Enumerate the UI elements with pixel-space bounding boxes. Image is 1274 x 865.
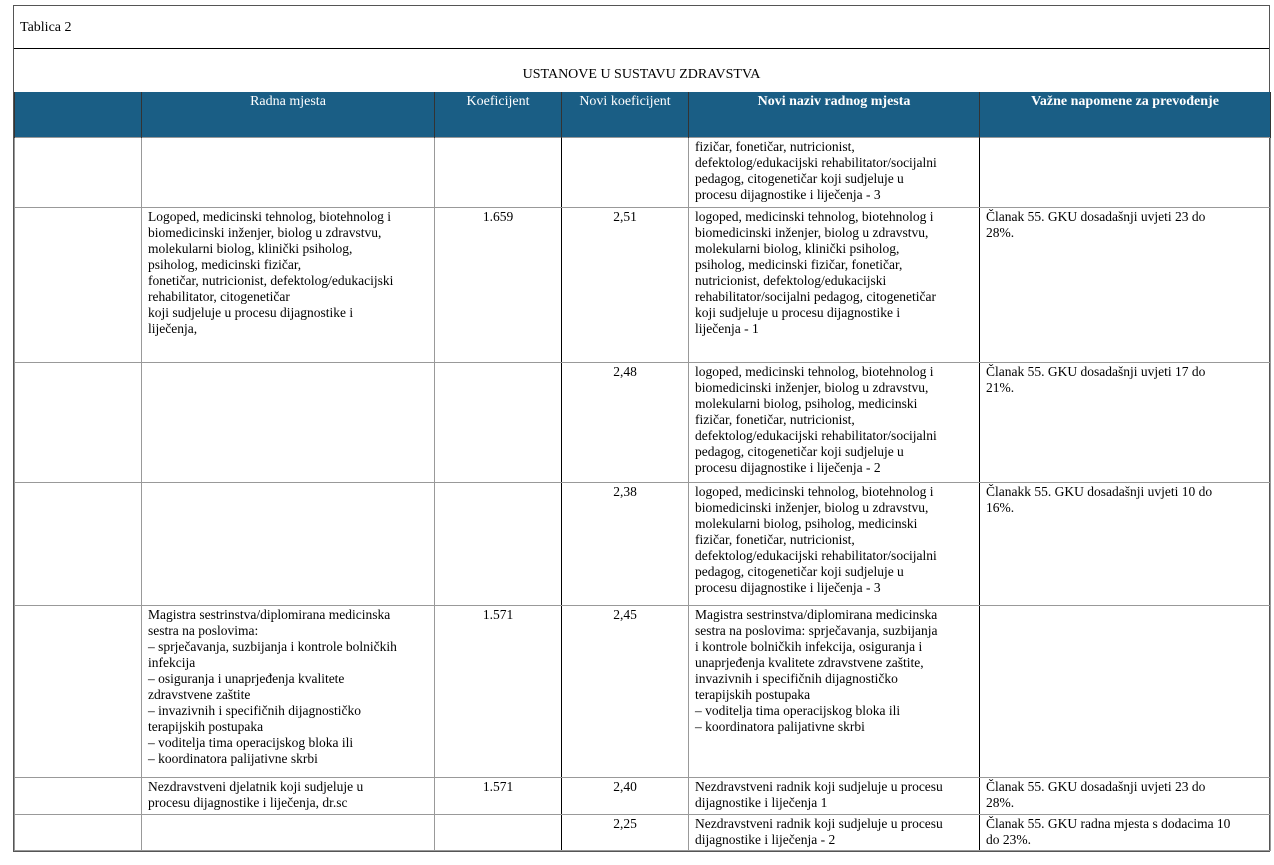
novi-naziv-cell: logoped, medicinski tehnolog, biotehnolog i biomedicinski inženjer, biolog u zdravstvu, molekularni biolog, psiholog, medicinski fizičar, fonetičar, nutricionist, defektolog/edukacijski rehabilitator/socijalni pedagog, citogenetičar koji sudjeluje u procesu dijagnostike i liječenja - 2 xyxy=(689,363,980,483)
table-row xyxy=(15,208,1271,363)
novi-koeficijent-cell: 2,38 xyxy=(562,483,689,606)
blank-cell xyxy=(15,363,142,483)
novi-koeficijent-cell: 2,25 xyxy=(562,815,689,851)
column-header-radna-mjesta: Radna mjesta xyxy=(142,92,435,138)
blank-cell xyxy=(15,778,142,815)
table-row xyxy=(15,483,1271,606)
novi-naziv-cell: Nezdravstveni radnik koji sudjeluje u procesu dijagnostike i liječenja 1 xyxy=(689,778,980,815)
radna-mjesta-cell xyxy=(142,363,435,483)
novi-naziv-cell: Nezdravstveni radnik koji sudjeluje u procesu dijagnostike i liječenja - 2 xyxy=(689,815,980,851)
column-header-napomene: Važne napomene za prevođenje xyxy=(980,92,1271,138)
section-heading: USTANOVE U SUSTAVU ZDRAVSTVA xyxy=(522,67,761,82)
table-row xyxy=(15,363,1271,483)
novi-naziv-cell: logoped, medicinski tehnolog, biotehnolog i biomedicinski inženjer, biolog u zdravstvu, molekularni biolog, klinički psiholog, psiholog, medicinski fizičar, fonetičar, nutricionist, defektolog/edukacijski rehabilitator/socijalni pedagog, citogenetičar koji sudjeluje u procesu dijagnostike i liječenja - 1 xyxy=(689,208,980,363)
koeficijent-cell: 1.571 xyxy=(435,778,562,815)
table-row xyxy=(15,606,1271,778)
table-row xyxy=(15,138,1271,208)
novi-koeficijent-cell xyxy=(562,138,689,208)
novi-koeficijent-cell: 2,40 xyxy=(562,778,689,815)
novi-naziv-cell: Magistra sestrinstva/diplomirana medicinska sestra na poslovima: sprječavanja, suzbijanja i kontrole bolničkih infekcija, osiguranja i unaprjeđenja kvalitete zdravstvene zaštite, invazivnih i specifičnih dijagnostičko terapijskih postupaka – voditelja tima operacijskog bloka ili – koordinatora palijativne skrbi xyxy=(689,606,980,778)
koeficijent-cell xyxy=(435,363,562,483)
table-caption: Tablica 2 xyxy=(14,6,1269,49)
blank-cell xyxy=(15,208,142,363)
napomene-cell: Članakk 55. GKU dosadašnji uvjeti 10 do 16%. xyxy=(980,483,1271,606)
novi-koeficijent-cell: 2,48 xyxy=(562,363,689,483)
table-row xyxy=(15,778,1271,815)
radna-mjesta-cell xyxy=(142,138,435,208)
koeficijent-cell xyxy=(435,815,562,851)
blank-cell xyxy=(15,606,142,778)
column-header-blank xyxy=(15,92,142,138)
radna-mjesta-cell: Logoped, medicinski tehnolog, biotehnolog i biomedicinski inženjer, biolog u zdravstvu, molekularni biolog, klinički psiholog, psiholog, medicinski fizičar, fonetičar, nutricionist, defektolog/edukacijski rehabilitator, citogenetičar koji sudjeluje u procesu dijagnostike i liječenja, xyxy=(142,208,435,363)
napomene-cell xyxy=(980,138,1271,208)
blank-cell xyxy=(15,815,142,851)
napomene-cell: Članak 55. GKU dosadašnji uvjeti 23 do 28%. xyxy=(980,778,1271,815)
column-header-koeficijent: Koeficijent xyxy=(435,92,562,138)
radna-mjesta-cell xyxy=(142,483,435,606)
header-row xyxy=(15,92,1271,138)
radna-mjesta-cell: Nezdravstveni djelatnik koji sudjeluje u procesu dijagnostike i liječenja, dr.sc xyxy=(142,778,435,815)
koeficijent-cell: 1.571 xyxy=(435,606,562,778)
napomene-cell: Članak 55. GKU dosadašnji uvjeti 23 do 28%. xyxy=(980,208,1271,363)
blank-cell xyxy=(15,138,142,208)
novi-naziv-cell: logoped, medicinski tehnolog, biotehnolog i biomedicinski inženjer, biolog u zdravstvu, molekularni biolog, psiholog, medicinski fizičar, fonetičar, nutricionist, defektolog/edukacijski rehabilitator/socijalni pedagog, citogenetičar koji sudjeluje u procesu dijagnostike i liječenja - 3 xyxy=(689,483,980,606)
radna-mjesta-cell xyxy=(142,815,435,851)
document-table-frame xyxy=(13,5,1270,852)
column-header-novi-koeficijent: Novi koeficijent xyxy=(562,92,689,138)
novi-koeficijent-cell: 2,45 xyxy=(562,606,689,778)
napomene-cell xyxy=(980,606,1271,778)
novi-koeficijent-cell: 2,51 xyxy=(562,208,689,363)
koeficijent-cell: 1.659 xyxy=(435,208,562,363)
table-row xyxy=(15,815,1271,851)
koeficijent-cell xyxy=(435,138,562,208)
napomene-cell: Članak 55. GKU radna mjesta s dodacima 10 do 23%. xyxy=(980,815,1271,851)
napomene-cell: Članak 55. GKU dosadašnji uvjeti 17 do 21%. xyxy=(980,363,1271,483)
novi-naziv-cell: fizičar, fonetičar, nutricionist, defektolog/edukacijski rehabilitator/socijalni pedagog, citogenetičar koji sudjeluje u procesu dijagnostike i liječenja - 3 xyxy=(689,138,980,208)
column-header-novi-naziv: Novi naziv radnog mjesta xyxy=(689,92,980,138)
data-table xyxy=(14,92,1271,851)
blank-cell xyxy=(15,483,142,606)
koeficijent-cell xyxy=(435,483,562,606)
radna-mjesta-cell: Magistra sestrinstva/diplomirana medicinska sestra na poslovima: – sprječavanja, suzbijanja i kontrole bolničkih infekcija – osiguranja i unaprjeđenja kvalitete zdravstvene zaštite – invazivnih i specifičnih dijagnostičko terapijskih postupaka – voditelja tima operacijskog bloka ili – koordinatora palijativne skrbi xyxy=(142,606,435,778)
